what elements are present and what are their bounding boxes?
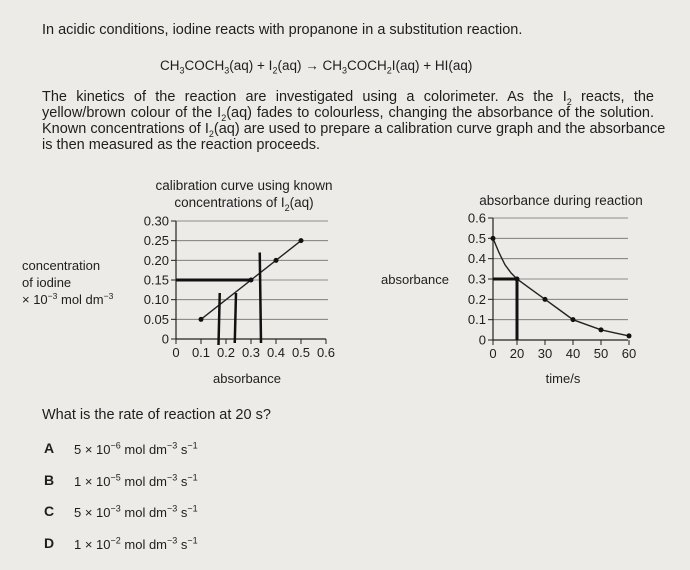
- option-letter[interactable]: D: [44, 535, 55, 551]
- calib-y-tick-label: 0: [161, 331, 169, 347]
- calib-reading-drop-2: [235, 293, 236, 343]
- calib-title-line1: calibration curve using known: [155, 178, 333, 193]
- calib-x-tick-label: 0.4: [266, 345, 286, 360]
- react-curve: [493, 238, 629, 336]
- paragraph-line-1: The kinetics of the reaction are investigated using a colorimeter. As the $I_2$ reacts, the: [42, 89, 654, 107]
- paragraph-line-2: yellow/brown colour of the $I_2(aq)$ fades to colourless, changing the absorbance of the solution.: [42, 105, 654, 123]
- paragraph-line-4: is then measured as the reaction proceeds.: [42, 137, 321, 153]
- react-y-tick-label: 0.3: [467, 271, 486, 287]
- calib-x-tick-label: 0.5: [291, 345, 311, 360]
- calib-y-tick-label: 0.10: [143, 292, 169, 308]
- reaction-chart: [375, 175, 675, 386]
- react-x-tick-label: 30: [537, 346, 553, 361]
- react-x-tick-label: 50: [593, 346, 609, 361]
- react-point: [515, 277, 520, 282]
- react-y-tick-label: 0.1: [467, 312, 486, 328]
- calib-x-tick-label: 0: [172, 345, 180, 360]
- calib-x-tick-label: 0.3: [241, 345, 261, 360]
- react-y-tick-label: 0.5: [467, 230, 486, 246]
- calib-reading-drop-3: [260, 252, 261, 343]
- calib-x-tick-label: 0.1: [191, 345, 211, 360]
- calib-y-tick-label: 0.25: [143, 233, 169, 249]
- option-letter[interactable]: C: [44, 503, 55, 519]
- option-text[interactable]: $5 \times 10^{-6}$ mol $dm^{-3}$ $s^{-1}$: [74, 440, 198, 457]
- react-xlabel: time/s: [545, 371, 581, 386]
- react-point: [491, 236, 496, 241]
- option-text[interactable]: $1 \times 10^{-5}$ mol $dm^{-3}$ $s^{-1}$: [74, 472, 198, 489]
- calib-x-tick-label: 0.2: [216, 345, 236, 360]
- react-x-tick-label: 0: [489, 346, 497, 361]
- react-point: [543, 297, 548, 302]
- react-point: [599, 327, 604, 332]
- react-title: absorbance during reaction: [479, 193, 643, 208]
- calib-y-tick-label: 0.15: [143, 272, 169, 288]
- description-paragraph: [42, 89, 666, 153]
- reaction-equation: $CH_3COCH_3(aq) + I_2(aq)$ → $CH_3COCH_2I(aq) + HI(aq)$: [160, 58, 473, 76]
- react-y-tick-label: 0.4: [467, 251, 486, 267]
- calib-x-tick-label: 0.6: [316, 345, 336, 360]
- react-y-tick-label: 0.2: [467, 291, 486, 307]
- calib-reading-drop-1: [219, 293, 220, 345]
- option-text[interactable]: $1 \times 10^{-2}$ mol $dm^{-3}$ $s^{-1}$: [74, 535, 198, 552]
- intro-text: In acidic conditions, iodine reacts with propanone in a substitution reaction.: [42, 22, 523, 38]
- calib-y-tick-label: 0.30: [143, 213, 169, 229]
- react-y-tick-label: 0.6: [467, 210, 486, 226]
- option-letter[interactable]: A: [44, 440, 55, 456]
- calib-point: [199, 317, 204, 322]
- calib-y-tick-label: 0.05: [143, 311, 169, 327]
- calib-ylabel-line3: × $10^{-3}$ mol $dm^{-3}$: [22, 291, 114, 307]
- react-ylabel: absorbance: [381, 272, 449, 287]
- calib-ylabel-line1: concentration: [22, 258, 101, 273]
- calib-xlabel: absorbance: [213, 371, 281, 386]
- calib-point: [249, 278, 254, 283]
- calib-ylabel-line2: of iodine: [22, 275, 72, 290]
- question-text: What is the rate of reaction at 20 s?: [42, 407, 271, 423]
- react-x-tick-label: 20: [509, 346, 525, 361]
- react-y-tick-label: 0: [478, 332, 486, 348]
- calib-title-line2: concentrations of $I_2(aq)$: [174, 195, 314, 213]
- calib-y-tick-label: 0.20: [143, 252, 169, 268]
- react-point: [627, 333, 632, 338]
- react-x-tick-label: 40: [565, 346, 581, 361]
- paragraph-line-3: Known concentrations of $I_2(aq)$ are used to prepare a calibration curve graph and the absorbance: [42, 121, 666, 139]
- calibration-chart: [0, 175, 345, 386]
- react-x-tick-label: 60: [621, 346, 637, 361]
- calib-point: [299, 238, 304, 243]
- react-point: [571, 317, 576, 322]
- calib-point: [274, 258, 279, 263]
- option-text[interactable]: $5 \times 10^{-3}$ mol $dm^{-3}$ $s^{-1}$: [74, 503, 198, 520]
- option-letter[interactable]: B: [44, 472, 55, 488]
